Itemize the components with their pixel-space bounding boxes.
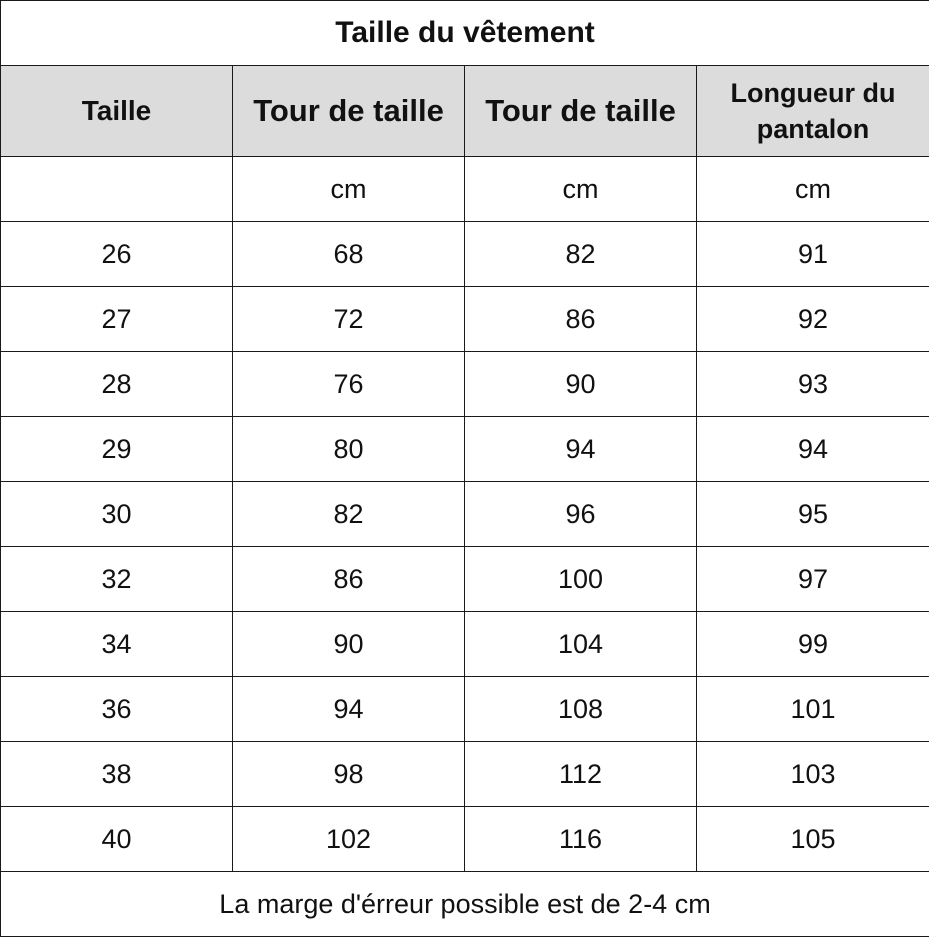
- header-size: Taille: [1, 66, 233, 157]
- table-row: [1, 677, 929, 742]
- footer-row: [1, 872, 929, 937]
- table-cell: 40: [1, 807, 233, 872]
- table-row: [1, 807, 929, 872]
- table-cell: 94: [233, 677, 465, 742]
- table-cell: 82: [233, 482, 465, 547]
- table-cell: 105: [697, 807, 929, 872]
- table-cell: 101: [697, 677, 929, 742]
- table-cell: 32: [1, 547, 233, 612]
- table-row: [1, 482, 929, 547]
- unit-row: [1, 157, 929, 222]
- header-waist-2: Tour de taille: [465, 66, 697, 157]
- table-cell: 34: [1, 612, 233, 677]
- table-cell: 97: [697, 547, 929, 612]
- table-cell: 76: [233, 352, 465, 417]
- table-row: [1, 352, 929, 417]
- header-pant-length: Longueur du pantalon: [697, 66, 929, 157]
- table-cell: 92: [697, 287, 929, 352]
- unit-cell: cm: [697, 157, 929, 222]
- table-cell: 112: [465, 742, 697, 807]
- table-cell: 95: [697, 482, 929, 547]
- table-cell: 27: [1, 287, 233, 352]
- unit-cell: [1, 157, 233, 222]
- table-cell: 91: [697, 222, 929, 287]
- table-cell: 94: [697, 417, 929, 482]
- table-cell: 36: [1, 677, 233, 742]
- table-cell: 72: [233, 287, 465, 352]
- table-cell: 108: [465, 677, 697, 742]
- table-cell: 99: [697, 612, 929, 677]
- unit-cell: cm: [233, 157, 465, 222]
- table-cell: 82: [465, 222, 697, 287]
- header-waist-1: Tour de taille: [233, 66, 465, 157]
- table-cell: 94: [465, 417, 697, 482]
- unit-cell: cm: [465, 157, 697, 222]
- table-cell: 86: [233, 547, 465, 612]
- header-row: [1, 66, 929, 157]
- table-row: [1, 612, 929, 677]
- table-cell: 28: [1, 352, 233, 417]
- table-cell: 30: [1, 482, 233, 547]
- table-cell: 26: [1, 222, 233, 287]
- table-cell: 104: [465, 612, 697, 677]
- table-cell: 102: [233, 807, 465, 872]
- table-row: [1, 742, 929, 807]
- table-title: Taille du vêtement: [1, 1, 929, 66]
- table-cell: 90: [233, 612, 465, 677]
- table-cell: 96: [465, 482, 697, 547]
- table-cell: 90: [465, 352, 697, 417]
- error-margin-note: La marge d'érreur possible est de 2-4 cm: [1, 872, 929, 937]
- table-row: [1, 547, 929, 612]
- table-cell: 100: [465, 547, 697, 612]
- table-cell: 98: [233, 742, 465, 807]
- table-cell: 68: [233, 222, 465, 287]
- table-cell: 29: [1, 417, 233, 482]
- table-row: [1, 417, 929, 482]
- table-cell: 86: [465, 287, 697, 352]
- table-row: [1, 287, 929, 352]
- table-row: [1, 222, 929, 287]
- table-cell: 116: [465, 807, 697, 872]
- title-row: [1, 1, 929, 66]
- table-cell: 80: [233, 417, 465, 482]
- table-cell: 103: [697, 742, 929, 807]
- table-cell: 38: [1, 742, 233, 807]
- table-cell: 93: [697, 352, 929, 417]
